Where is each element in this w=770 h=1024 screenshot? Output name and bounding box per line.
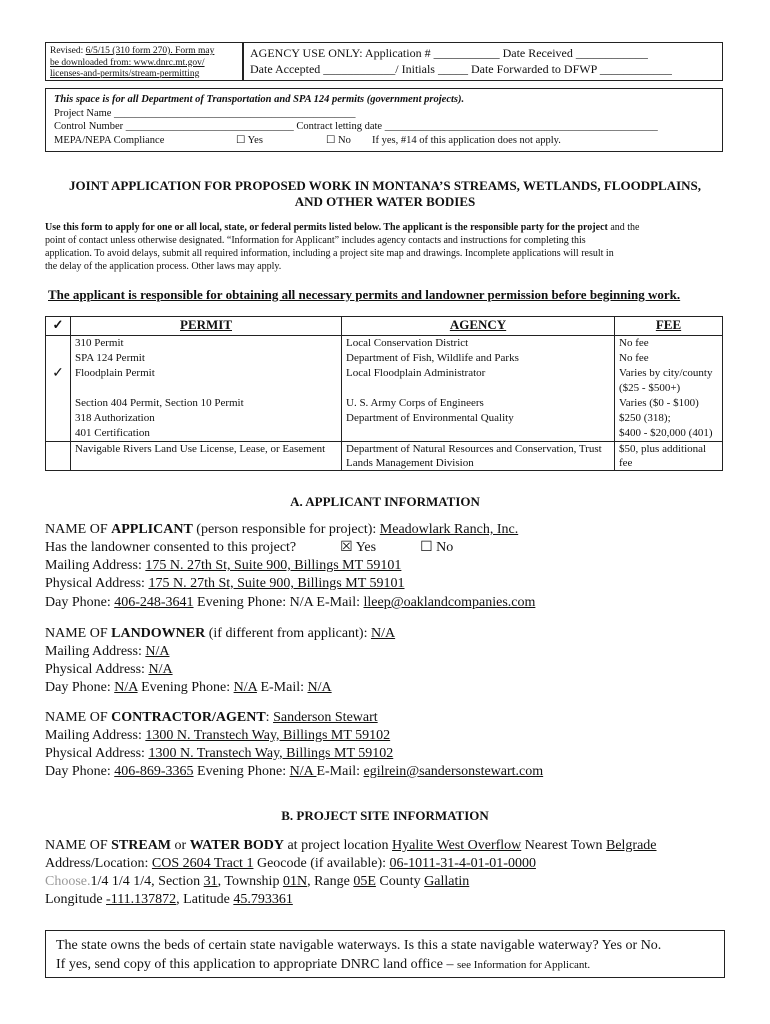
physical-label: Physical Address: bbox=[45, 746, 149, 761]
day-phone-label: Day Phone: bbox=[45, 764, 115, 779]
permit-checkbox[interactable]: ✓ bbox=[46, 366, 71, 381]
address-label: Address/Location: bbox=[45, 856, 152, 871]
evening-label: Evening Phone: bbox=[137, 680, 234, 695]
permit-header: PERMIT bbox=[71, 317, 342, 336]
revised-link[interactable]: 6/5/15 (310 form 270). Form may bbox=[85, 46, 215, 56]
day-phone-label: Day Phone: bbox=[45, 680, 115, 695]
consent-yes-checkbox[interactable]: ☒ Yes bbox=[340, 540, 377, 555]
permit-checkbox[interactable] bbox=[46, 396, 71, 411]
coordinates-line bbox=[45, 891, 293, 909]
agency-line-2: Date Accepted ____________/ Initials _____ Date Forwarded to DFWP ____________ bbox=[250, 61, 672, 76]
c-physical-line bbox=[45, 745, 393, 763]
agency-cell: Department of Fish, Wildlife and Parks bbox=[342, 351, 615, 366]
lo-phone-line bbox=[45, 679, 332, 697]
permit-cell: 318 Authorization bbox=[71, 411, 342, 426]
instructions-line-1b: and the bbox=[607, 222, 640, 233]
lo-mailing-field[interactable]: N/A bbox=[145, 644, 170, 659]
stream-label: NAME OF bbox=[45, 838, 112, 853]
permit-cell: 401 Certification bbox=[71, 426, 342, 442]
permit-table bbox=[45, 316, 723, 471]
fee-cell: $400 - $20,000 (401) bbox=[615, 426, 723, 442]
stream-line bbox=[45, 837, 657, 855]
mailing-label: Mailing Address: bbox=[45, 728, 146, 743]
contractor-name-field[interactable]: Sanderson Stewart bbox=[273, 710, 378, 725]
geocode-label: Geocode (if available): bbox=[253, 856, 390, 871]
landowner-label: NAME OF bbox=[45, 626, 112, 641]
c-mailing-line bbox=[45, 727, 390, 745]
permit-cell bbox=[71, 381, 342, 396]
download-link-path[interactable]: licenses-and-permits/stream-permitting bbox=[50, 69, 200, 79]
mepa-no-checkbox[interactable]: ☐ No bbox=[326, 134, 351, 146]
agency-header: AGENCY bbox=[342, 317, 615, 336]
project-name-field[interactable]: Project Name ______________________________________________ bbox=[54, 107, 356, 119]
mepa-note: If yes, #14 of this application does not apply. bbox=[372, 134, 561, 146]
contractor-label-bold: CONTRACTOR/AGENT bbox=[111, 710, 266, 725]
table-row bbox=[46, 442, 723, 471]
title-line-2: AND OTHER WATER BODIES bbox=[294, 194, 476, 209]
mepa-yes-checkbox[interactable]: ☐ Yes bbox=[236, 134, 263, 146]
table-row bbox=[46, 396, 723, 411]
table-row bbox=[46, 366, 723, 381]
section-field[interactable]: 31 bbox=[203, 874, 218, 889]
lo-email-field[interactable]: N/A bbox=[307, 680, 332, 695]
range-field[interactable]: 05E bbox=[353, 874, 376, 889]
agency-cell: Local Conservation District bbox=[342, 336, 615, 352]
lo-evening-phone-field[interactable]: N/A bbox=[233, 680, 257, 695]
day-phone-label: Day Phone: bbox=[45, 595, 115, 610]
physical-label: Physical Address: bbox=[45, 662, 149, 677]
permit-checkbox[interactable] bbox=[46, 336, 71, 352]
permit-cell: SPA 124 Permit bbox=[71, 351, 342, 366]
landowner-label-post: (if different from applicant): bbox=[205, 626, 371, 641]
longitude-field[interactable]: -111.137872 bbox=[106, 892, 177, 907]
c-physical-field[interactable]: 1300 N. Transtech Way, Billings MT 59102 bbox=[148, 746, 394, 761]
mailing-line bbox=[45, 557, 401, 575]
physical-address-field[interactable]: 175 N. 27th St, Suite 900, Billings MT 59101 bbox=[148, 576, 405, 591]
navigable-reference: see Information for Applicant. bbox=[456, 959, 591, 971]
form-title bbox=[0, 178, 770, 210]
dot-intro: This space is for all Department of Transportation and SPA 124 permits (government projects). bbox=[54, 94, 465, 105]
fee-cell: Varies by city/county bbox=[615, 366, 723, 381]
agency-cell: U. S. Army Corps of Engineers bbox=[342, 396, 615, 411]
applicant-label: NAME OF bbox=[45, 522, 112, 537]
mailing-label: Mailing Address: bbox=[45, 558, 146, 573]
permit-checkbox[interactable] bbox=[46, 411, 71, 426]
quarter-choose-dropdown[interactable]: Choose. bbox=[45, 874, 91, 889]
agency-cell bbox=[342, 426, 615, 442]
mailing-label: Mailing Address: bbox=[45, 644, 146, 659]
c-day-phone-field[interactable]: 406-869-3365 bbox=[114, 764, 194, 779]
landowner-name-field[interactable]: N/A bbox=[370, 626, 396, 641]
applicant-label-bold: APPLICANT bbox=[111, 522, 193, 537]
permit-cell: Section 404 Permit, Section 10 Permit bbox=[71, 396, 342, 411]
applicant-name-field[interactable]: Meadowlark Ranch, Inc. bbox=[379, 522, 519, 537]
fee-cell: $50, plus additional fee bbox=[615, 442, 723, 471]
permit-checkbox[interactable] bbox=[46, 426, 71, 442]
stream-label-post: at project location bbox=[283, 838, 393, 853]
consent-line bbox=[45, 539, 453, 557]
agency-cell: Department of Natural Resources and Conservation, Trust Lands Management Division bbox=[342, 442, 615, 471]
table-row bbox=[46, 351, 723, 366]
permit-cell: Floodplain Permit bbox=[71, 366, 342, 381]
county-field[interactable]: Gallatin bbox=[424, 874, 470, 889]
range-label: , Range bbox=[307, 874, 354, 889]
navigable-question: The state owns the beds of certain state navigable waterways. Is this a state navigable waterway? Yes or No. bbox=[56, 938, 662, 953]
lo-physical-field[interactable]: N/A bbox=[148, 662, 173, 677]
instructions-line-4: the delay of the application process. Other laws may apply. bbox=[45, 261, 282, 272]
c-email-field[interactable]: egilrein@sandersonstewart.com bbox=[363, 764, 544, 779]
control-number-field[interactable]: Control Number ________________________________ Contract letting date ____________________________________________________ bbox=[54, 121, 658, 132]
latitude-label: , Latitude bbox=[176, 892, 234, 907]
contractor-label-post: : bbox=[265, 710, 274, 725]
instructions-line-3: application. To avoid delays, submit all required information, including a project site map and drawings. Incomplete applications will result in bbox=[45, 248, 614, 259]
dot-spa-box bbox=[45, 88, 723, 152]
fee-cell: Varies ($0 - $100) bbox=[615, 396, 723, 411]
fee-cell: $250 (318); bbox=[615, 411, 723, 426]
lo-mailing-line bbox=[45, 643, 169, 661]
address-line bbox=[45, 855, 536, 873]
longitude-label: Longitude bbox=[45, 892, 107, 907]
physical-label: Physical Address: bbox=[45, 576, 149, 591]
permit-cell: 310 Permit bbox=[71, 336, 342, 352]
fee-cell: No fee bbox=[615, 351, 723, 366]
c-phone-line bbox=[45, 763, 543, 781]
instructions bbox=[45, 221, 730, 273]
county-label: County bbox=[375, 874, 425, 889]
revision-note bbox=[45, 42, 243, 81]
email-label: E-Mail: bbox=[316, 764, 364, 779]
permit-checkbox[interactable] bbox=[46, 442, 71, 471]
navigable-instruction: If yes, send copy of this application to appropriate DNRC land office – bbox=[56, 957, 457, 972]
table-row bbox=[46, 381, 723, 396]
mepa-label: MEPA/NEPA Compliance bbox=[54, 134, 165, 146]
table-row bbox=[46, 411, 723, 426]
day-phone-field[interactable]: 406-248-3641 bbox=[114, 595, 194, 610]
contractor-label: NAME OF bbox=[45, 710, 112, 725]
table-row bbox=[46, 336, 723, 352]
responsibility-statement: The applicant is responsible for obtaining all necessary permits and landowner permission before beginning work. bbox=[48, 287, 681, 302]
landowner-line bbox=[45, 625, 395, 643]
email-field[interactable]: lleep@oaklandcompanies.com bbox=[363, 595, 536, 610]
contractor-line bbox=[45, 709, 378, 727]
latitude-field[interactable]: 45.793361 bbox=[233, 892, 293, 907]
town-label: Nearest Town bbox=[521, 838, 606, 853]
applicant-line bbox=[45, 521, 518, 539]
permit-cell: Navigable Rivers Land Use License, Lease, or Easement bbox=[71, 442, 342, 471]
section-a-title: A. APPLICANT INFORMATION bbox=[290, 494, 480, 509]
permit-checkbox[interactable] bbox=[46, 351, 71, 366]
consent-no-checkbox[interactable]: ☐ No bbox=[420, 540, 454, 555]
navigable-box bbox=[45, 930, 725, 978]
lo-day-phone-field[interactable]: N/A bbox=[114, 680, 138, 695]
stream-label-mid: or bbox=[171, 838, 190, 853]
quarters-label: 1/4 1/4 1/4, Section bbox=[90, 874, 204, 889]
geocode-field[interactable]: 06-1011-31-4-01-01-0000 bbox=[389, 856, 536, 871]
agency-cell: Department of Environmental Quality bbox=[342, 411, 615, 426]
township-label: , Township bbox=[217, 874, 283, 889]
evening-label: Evening Phone: bbox=[193, 764, 290, 779]
fee-header: FEE bbox=[615, 317, 723, 336]
landowner-label-bold: LANDOWNER bbox=[111, 626, 206, 641]
email-label: E-Mail: bbox=[256, 680, 308, 695]
lo-physical-line bbox=[45, 661, 173, 679]
revised-prefix: Revised: bbox=[50, 46, 86, 56]
nearest-town-field[interactable]: Belgrade bbox=[605, 838, 657, 853]
mailing-address-field[interactable]: 175 N. 27th St, Suite 900, Billings MT 59101 bbox=[145, 558, 402, 573]
fee-cell: No fee bbox=[615, 336, 723, 352]
title-line-1: JOINT APPLICATION FOR PROPOSED WORK IN MONTANA’S STREAMS, WETLANDS, FLOODPLAINS, bbox=[68, 178, 702, 193]
consent-question: Has the landowner consented to this project? bbox=[45, 540, 297, 555]
check-header: ✓ bbox=[46, 317, 71, 336]
stream-label-bold: STREAM bbox=[111, 838, 172, 853]
applicant-label-post: (person responsible for project): bbox=[192, 522, 380, 537]
table-row bbox=[46, 426, 723, 442]
phone-line bbox=[45, 594, 535, 612]
address-field[interactable]: COS 2604 Tract 1 bbox=[151, 856, 254, 871]
water-body-label-bold: WATER BODY bbox=[189, 838, 284, 853]
agency-cell bbox=[342, 381, 615, 396]
physical-line bbox=[45, 575, 405, 593]
instructions-line-2: point of contact unless otherwise designated. “Information for Applicant” includes agency contacts and instructions for completing this bbox=[45, 235, 586, 246]
agency-line-1: AGENCY USE ONLY: Application # ___________ Date Received ____________ bbox=[250, 46, 648, 60]
permit-checkbox[interactable] bbox=[46, 381, 71, 396]
download-link[interactable]: be downloaded from: www.dnrc.mt.gov/ bbox=[50, 57, 205, 68]
section-b-title: B. PROJECT SITE INFORMATION bbox=[281, 808, 489, 823]
agency-use-box bbox=[243, 42, 723, 81]
stream-name-field[interactable]: Hyalite West Overflow bbox=[392, 838, 522, 853]
c-evening-phone-field[interactable]: N/A bbox=[289, 764, 317, 779]
agency-cell: Local Floodplain Administrator bbox=[342, 366, 615, 381]
fee-cell: ($25 - $500+) bbox=[615, 381, 723, 396]
township-field[interactable]: 01N bbox=[282, 874, 308, 889]
c-mailing-field[interactable]: 1300 N. Transtech Way, Billings MT 59102 bbox=[145, 728, 391, 743]
legal-location-line bbox=[45, 873, 469, 891]
instructions-line-1: Use this form to apply for one or all local, state, or federal permits listed below. The applicant is the responsible party for the project bbox=[45, 222, 608, 233]
evening-email-label: Evening Phone: N/A E-Mail: bbox=[193, 595, 364, 610]
